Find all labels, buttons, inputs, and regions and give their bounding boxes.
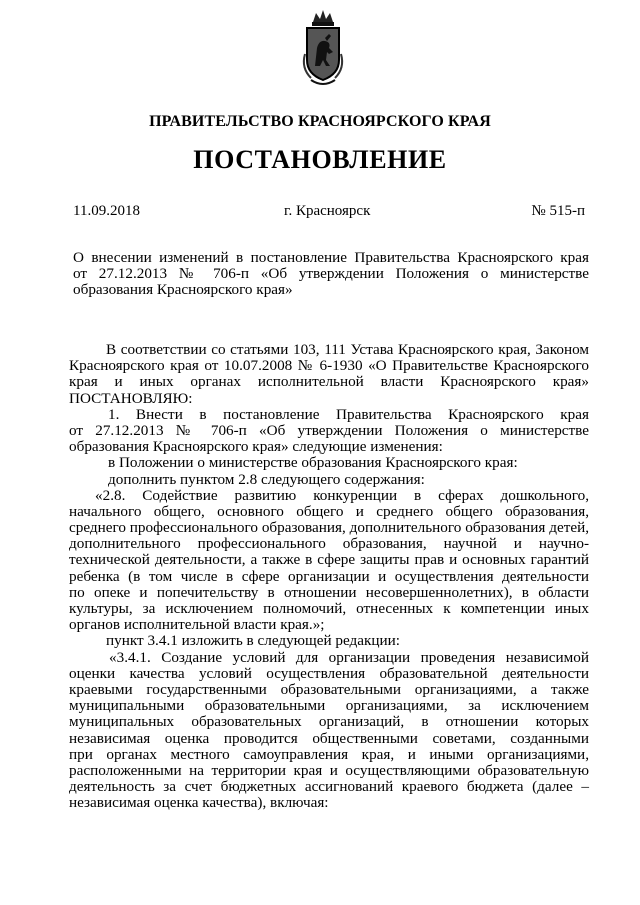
subject-line: от 27.12.2013 № 706-п «Об утверждении Положения о министерстве xyxy=(73,265,589,283)
body-line: Красноярского края от 10.07.2008 № 6-1930 «О Правительстве Красноярского xyxy=(69,357,589,375)
document-number: № 515-п xyxy=(531,203,585,219)
body-line: В соответствии со статьями 103, 111 Устава Красноярского края, Законом xyxy=(106,341,589,358)
body-line: ребенка (в том числе в сфере организации и осуществления деятельности xyxy=(69,567,589,585)
body-line: при органах местного самоуправления края, и иными организациями, xyxy=(69,745,589,763)
body-line: дополнительного профессионального образования, научной и научно- xyxy=(69,535,589,553)
document-date: 11.09.2018 xyxy=(73,203,140,219)
coat-of-arms-icon xyxy=(299,8,347,90)
body-line: «3.4.1. Создание условий для организации проведения независимой xyxy=(109,648,589,666)
body-line: дополнить пунктом 2.8 следующего содержания: xyxy=(108,470,425,488)
body-line: оценки качества условий осуществления образовательной деятельности xyxy=(69,664,589,682)
document-body xyxy=(69,342,589,811)
body-line: от 27.12.2013 № 706-п «Об утверждении Положения о министерстве xyxy=(69,421,589,439)
body-line: по опеке и попечительству в отношении несовершеннолетних), в области xyxy=(69,583,589,601)
document-subject xyxy=(73,248,589,297)
body-line: 1. Внести в постановление Правительства Красноярского края xyxy=(108,405,589,423)
body-line: муниципальными образовательными организациями, за исключением xyxy=(69,697,589,715)
body-line: муниципальных образовательных организаций, в отношении которых xyxy=(69,713,589,731)
subject-line: О внесении изменений в постановление Правительства Красноярского края xyxy=(73,249,589,266)
document-place: г. Красноярск xyxy=(284,203,371,219)
body-line: «2.8. Содействие развитию конкуренции в сферах дошкольного, xyxy=(95,486,589,504)
document-type-title: ПОСТАНОВЛЕНИЕ xyxy=(193,145,447,174)
body-line: края и иных органах исполнительной власти Красноярского края» xyxy=(69,373,589,391)
body-line: в Положении о министерстве образования Красноярского края: xyxy=(108,454,518,472)
subject-line: образования Красноярского края» xyxy=(73,281,293,299)
body-line: расположенными на территории края и осуществляющими образовательную xyxy=(69,761,589,779)
body-line: органов исполнительной власти края.»; xyxy=(69,616,325,634)
body-line: пункт 3.4.1 изложить в следующей редакции: xyxy=(106,632,400,650)
body-line: независимая оценка проводится общественными советами, созданными xyxy=(69,729,589,747)
government-name: ПРАВИТЕЛЬСТВО КРАСНОЯРСКОГО КРАЯ xyxy=(149,113,491,130)
body-line: среднего профессионального образования, дополнительного образования детей, xyxy=(69,519,589,537)
body-line: краевыми государственными образовательными организациями, а также xyxy=(69,680,589,698)
body-line: образования Красноярского края» следующие изменения: xyxy=(69,438,443,456)
body-line: культуры, за исключением полномочий, отнесенных к компетенции иных xyxy=(69,600,589,617)
body-line: ПОСТАНОВЛЯЮ: xyxy=(69,389,193,407)
body-line: начального общего, основного общего и среднего общего образования, xyxy=(69,502,589,520)
body-line: деятельность за счет бюджетных ассигнований краевого бюджета (далее – xyxy=(69,778,589,796)
body-line: независимая оценка качества), включая: xyxy=(69,794,329,812)
body-line: технической деятельности, а также в сфере защиты прав и основных гарантий xyxy=(69,551,589,569)
